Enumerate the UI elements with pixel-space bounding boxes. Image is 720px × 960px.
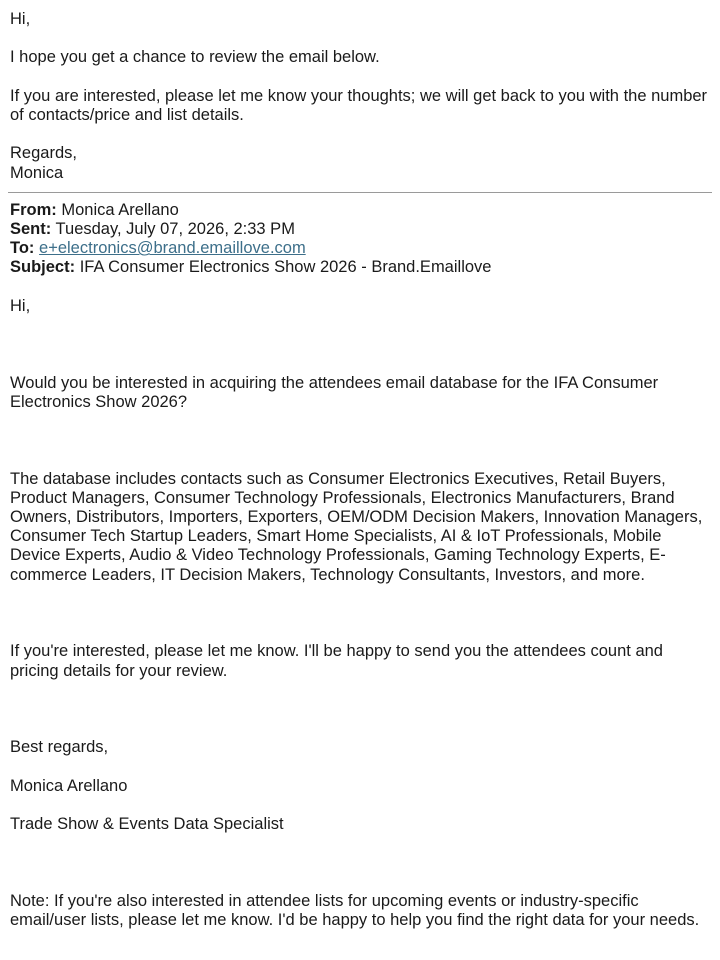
reply-line-1: I hope you get a chance to review the email below. [10, 48, 380, 67]
from-value: Monica Arellano [61, 200, 179, 219]
sent-row [10, 220, 710, 239]
note-text: Note: If you're also interested in attendee lists for upcoming events or industry-specific email/user lists, please let me know. I'd be happy to help you find the right data for your needs. [10, 891, 700, 930]
from-row [10, 201, 710, 220]
to-email-link[interactable]: e+electronics@brand.emaillove.com [39, 239, 306, 258]
reply-greeting: Hi, [10, 10, 31, 28]
sender-title: Trade Show & Events Data Specialist [10, 815, 284, 834]
from-label: From: [10, 200, 57, 219]
reply-regards: Regards, [10, 144, 77, 163]
subject-row [10, 258, 710, 277]
reply-signature: Monica [10, 163, 64, 182]
database-description: The database includes contacts such as Consumer Electronics Executives, Retail Buyers, Product Managers, Consumer Technology Professionals, Electronics Manufacturers, Brand Owners, Distributors, Importers, Exporters, OEM/ODM Decision Makers, Innovation Managers, Consumer Tech Startup Leaders, Smart Home Specialists, AI & IoT Professionals, Mobile Device Experts, Audio & Video Technology Professionals, Gaming Technology Experts, E-commerce Leaders, IT Decision Makers, Technology Consultants, Investors, and more. [10, 469, 703, 584]
subject-value: IFA Consumer Electronics Show 2026 - Brand.Emaillove [79, 258, 492, 277]
subject-label: Subject: [10, 258, 76, 277]
original-greeting: Hi, [10, 296, 31, 315]
original-question: Would you be interested in acquiring the attendees email database for the IFA Consumer Electronics Show 2026? [10, 373, 659, 411]
closing: Best regards, [10, 738, 109, 757]
to-label: To: [10, 239, 35, 258]
forward-divider [8, 192, 712, 193]
reply-line-2: If you are interested, please let me know your thoughts; we will get back to you with the number of contacts/price and list details. [10, 86, 708, 124]
forwarded-header [10, 201, 710, 278]
sent-value: Tuesday, July 07, 2026, 2:33 PM [55, 219, 295, 238]
sender-name: Monica Arellano [10, 776, 128, 795]
to-row [10, 239, 710, 258]
offer-text: If you're interested, please let me know. I'll be happy to send you the attendees count and pricing details for your review. [10, 642, 663, 680]
message-content [10, 10, 710, 930]
sent-label: Sent: [10, 219, 52, 238]
